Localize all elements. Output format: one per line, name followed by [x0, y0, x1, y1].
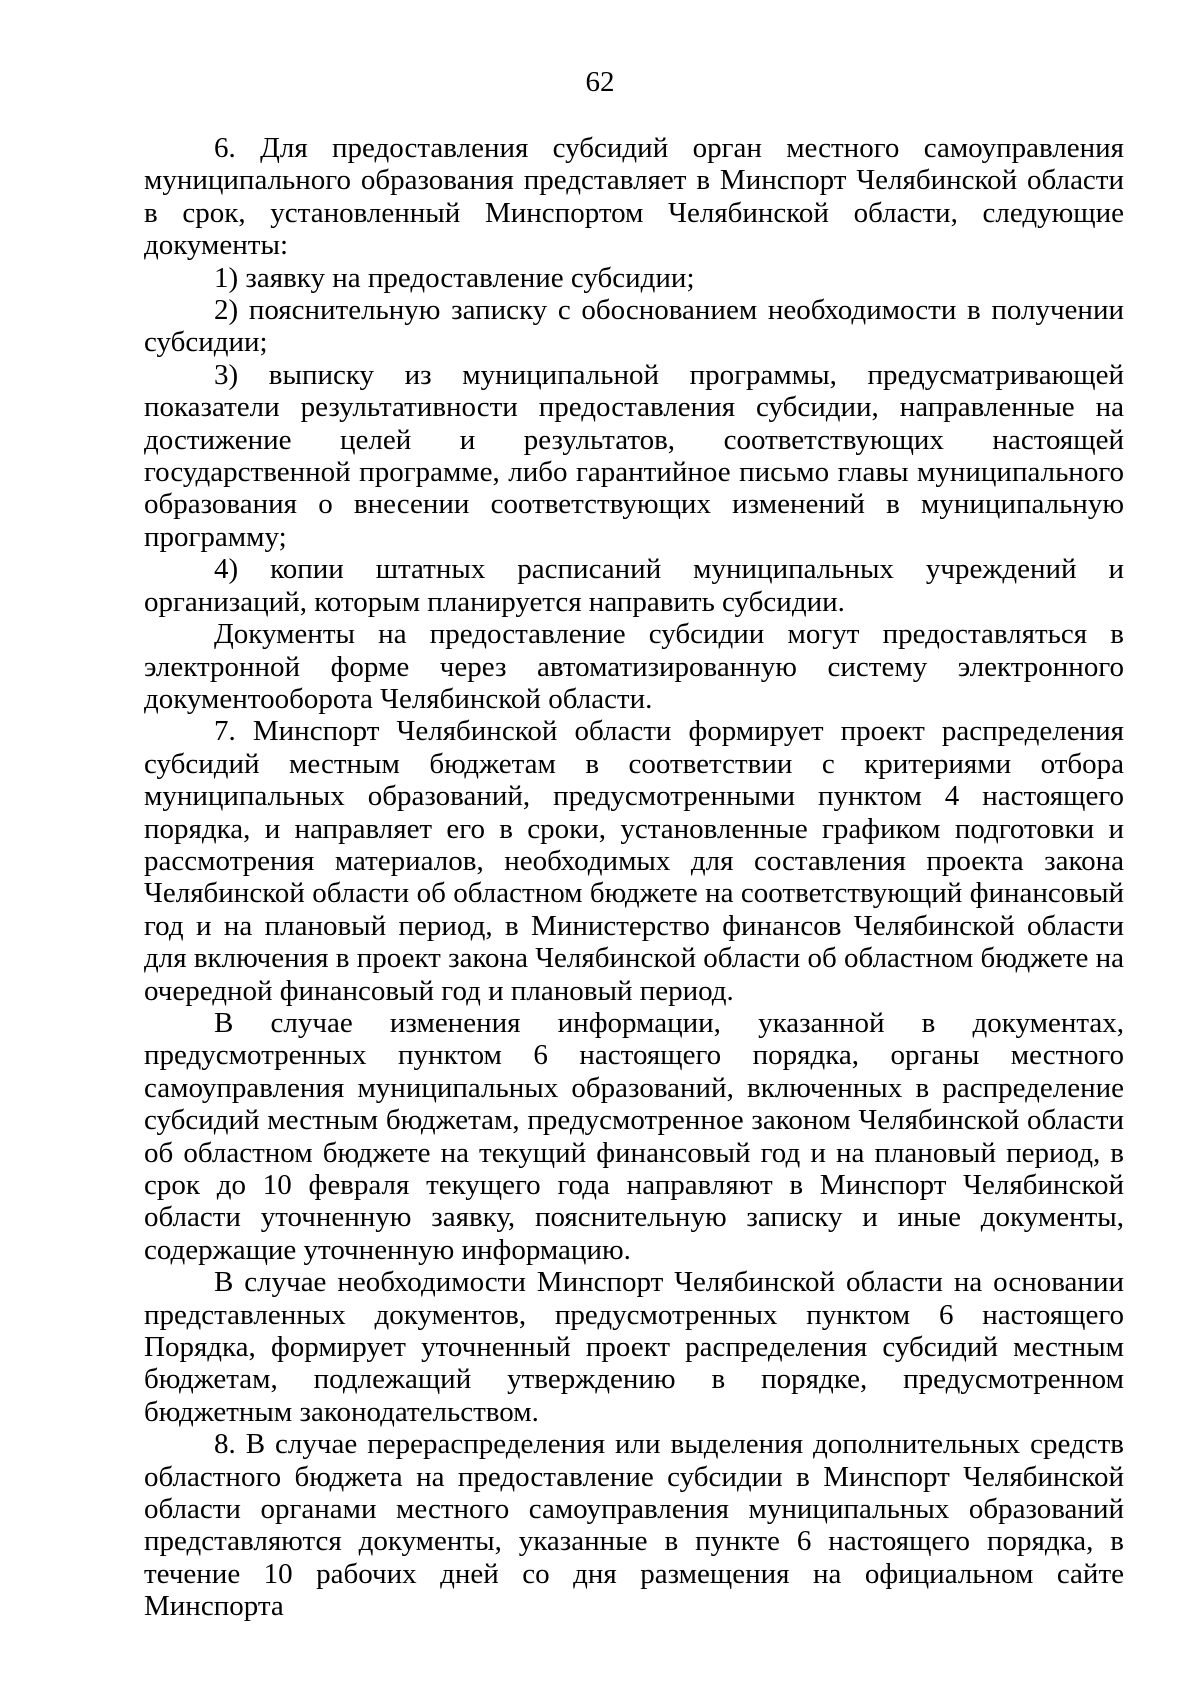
list-item-2: 2) пояснительную записку с обоснованием необходимости в получении субсидии; [144, 294, 1124, 359]
list-item-4: 4) копии штатных расписаний муниципальных учреждений и организаций, которым планируется направить субсидии. [144, 553, 1124, 618]
paragraph-information-change: В случае изменения информации, указанной в документах, предусмотренных пунктом 6 настоящего порядка, органы местного самоуправления муниципальных образований, включенных в распределение субсидий местным бюджетам, предусмотренное законом Челябинской области об областном бюджете на текущий финансовый год и на плановый период, в срок до 10 февраля текущего года направляют в Минспорт Челябинской области уточненную заявку, пояснительную записку и иные документы, содержащие уточненную информацию. [144, 1006, 1124, 1266]
list-item-1: 1) заявку на предоставление субсидии; [214, 261, 695, 294]
document-body [144, 132, 1124, 1623]
paragraph-item-7: 7. Минспорт Челябинской области формирует проект распределения субсидий местным бюджетам в соответствии с критериями отбора муниципальных образований, предусмотренными пунктом 4 настоящего порядка, и направляет его в сроки, установленные графиком подготовки и рассмотрения материалов, необходимых для составления проекта закона Челябинской области об областном бюджете на соответствующий финансовый год и на плановый период, в Министерство финансов Челябинской области для включения в проект закона Челябинской области об областном бюджете на очередной финансовый год и плановый период. [144, 715, 1124, 1007]
paragraph-item-6: 6. Для предоставления субсидий орган местного самоуправления муниципального образования представляет в Минспорт Челябинской области в срок, установленный Минспортом Челябинской области, следующие документы: [144, 132, 1124, 262]
paragraph-item-8: 8. В случае перераспределения или выделения дополнительных средств областного бюджета на предоставление субсидии в Минспорт Челябинской области органами местного самоуправления муниципальных образований представляются документы, указанные в пункте 6 настоящего порядка, в течение 10 рабочих дней со дня размещения на официальном сайте Минспорта [144, 1428, 1124, 1623]
paragraph-refined-draft: В случае необходимости Минспорт Челябинской области на основании представленных документов, предусмотренных пунктом 6 настоящего Порядка, формирует уточненный проект распределения субсидий местным бюджетам, подлежащий утверждению в порядке, предусмотренном бюджетным законодательством. [144, 1266, 1124, 1428]
list-item-3: 3) выписку из муниципальной программы, предусматривающей показатели результативности предоставления субсидии, направленные на достижение целей и результатов, соответствующих настоящей государственной программе, либо гарантийное письмо главы муниципального образования о внесении соответствующих изменений в муниципальную программу; [144, 358, 1124, 553]
paragraph-electronic-documents: Документы на предоставление субсидии могут предоставляться в электронной форме через автоматизированную систему электронного документооборота Челябинской области. [144, 618, 1124, 715]
page-number: 62 [585, 66, 615, 98]
